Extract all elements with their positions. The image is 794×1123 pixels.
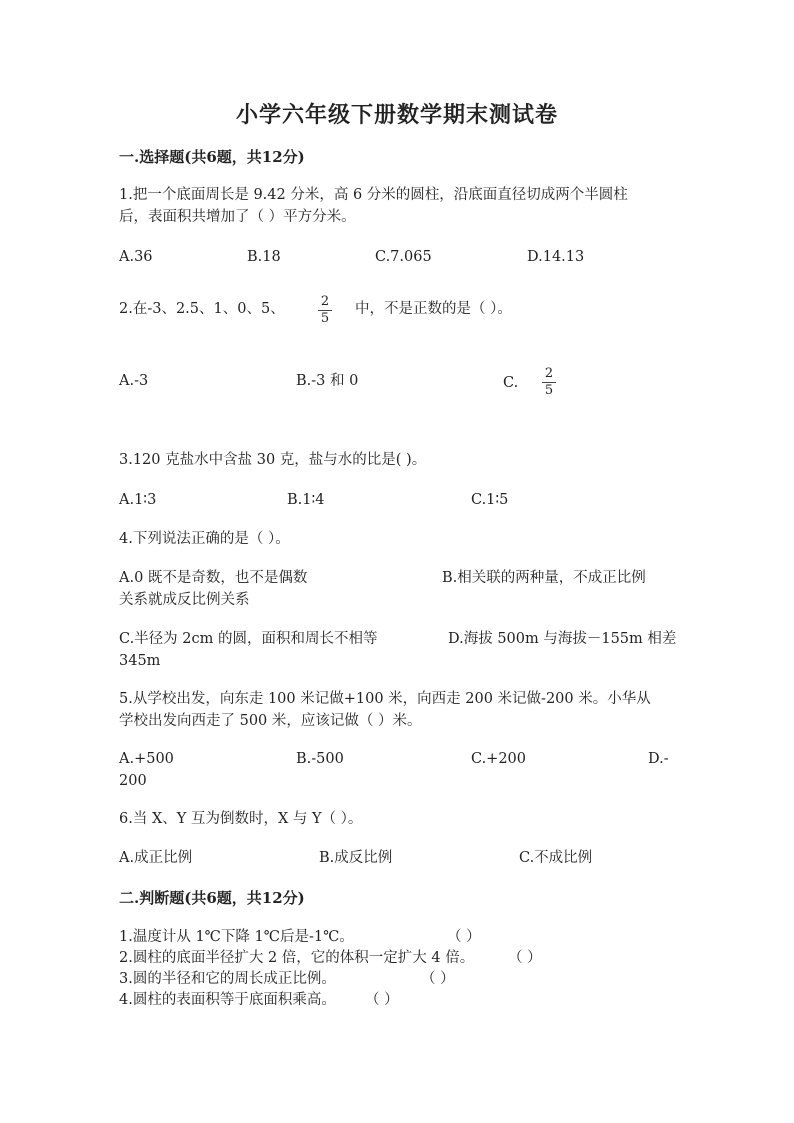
question-5-option-d-continued: 200 [119,773,147,789]
question-2-option-c-label: C. [503,375,519,391]
question-3-option-a: A.1∶3 [119,492,157,508]
question-1-option-c: C.7.065 [375,249,432,265]
question-6-stem: 6.当 X、Y 互为倒数时，X 与 Y（ ）。 [119,811,363,827]
question-1-option-d: D.14.13 [527,249,585,265]
judge-item-2-bracket: （ ） [508,950,542,966]
judge-item-1-bracket: （ ） [447,929,481,945]
question-6-option-b: B.成反比例 [319,850,393,866]
question-6-option-c: C.不成比例 [519,850,593,866]
question-6-option-a: A.成正比例 [119,850,193,866]
question-3-stem: 3.120 克盐水中含盐 30 克，盐与水的比是( )。 [119,452,427,468]
question-4-option-b-line-1: B.相关联的两种量，不成正比例 [442,570,646,586]
fraction-numerator: 2 [320,294,330,309]
judge-item-4-bracket: （ ） [365,992,399,1008]
question-5-option-b: B.-500 [296,751,344,767]
question-1-line-2: 后，表面积共增加了（ ）平方分米。 [119,209,356,225]
question-5-option-c: C.+200 [471,751,527,767]
question-5-line-1: 5.从学校出发，向东走 100 米记做+100 米，向西走 200 米记做-200 米。小华从 [119,691,651,707]
question-2-option-c-fraction [541,367,557,398]
question-4-option-d-line-1: D.海拔 500m 与海拔－155m 相差 [448,631,677,647]
question-1-option-a: A.36 [119,249,153,265]
judge-item-2: 2.圆柱的底面半径扩大 2 倍，它的体积一定扩大 4 倍。 [119,950,475,966]
fraction-numerator: 2 [544,366,554,381]
judge-item-3-bracket: （ ） [421,971,455,987]
question-4-option-b-line-2: 关系就成反比例关系 [119,592,250,608]
question-2-stem-before: 2.在-3、2.5、1、0、5、 [119,301,285,317]
question-1-line-1: 1.把一个底面周长是 9.42 分米，高 6 分米的圆柱，沿底面直径切成两个半圆柱 [119,187,628,203]
question-5-option-d: D.- [648,751,669,767]
question-4-option-a: A.0 既不是奇数，也不是偶数 [119,570,308,586]
question-2-fraction [317,295,333,326]
question-2-option-a: A.-3 [119,373,149,389]
question-4-stem: 4.下列说法正确的是（ ）。 [119,531,290,547]
fraction-denominator: 5 [320,311,330,326]
question-3-option-b: B.1∶4 [287,492,325,508]
judge-item-4: 4.圆柱的表面积等于底面积乘高。 [119,992,336,1008]
section-heading-choice: 一.选择题(共6题，共12分) [119,148,305,166]
question-4-option-c: C.半径为 2cm 的圆，面积和周长不相等 [119,631,378,647]
page-title: 小学六年级下册数学期末测试卷 [235,102,558,128]
question-5-line-2: 学校出发向西走了 500 米，应该记做（ ）米。 [119,713,422,729]
fraction-denominator: 5 [544,383,554,398]
question-1-option-b: B.18 [247,249,281,265]
question-4-option-d-line-2: 345m [119,653,161,669]
question-5-option-a: A.+500 [119,751,174,767]
question-3-option-c: C.1∶5 [471,492,509,508]
judge-item-1: 1.温度计从 1℃下降 1℃后是-1℃。 [119,929,354,945]
question-2-option-b: B.-3 和 0 [296,373,359,389]
question-2-stem-after: 中，不是正数的是（ ）。 [355,301,512,317]
section-heading-judge: 二.判断题(共6题，共12分) [119,889,305,907]
judge-item-3: 3.圆的半径和它的周长成正比例。 [119,971,336,987]
